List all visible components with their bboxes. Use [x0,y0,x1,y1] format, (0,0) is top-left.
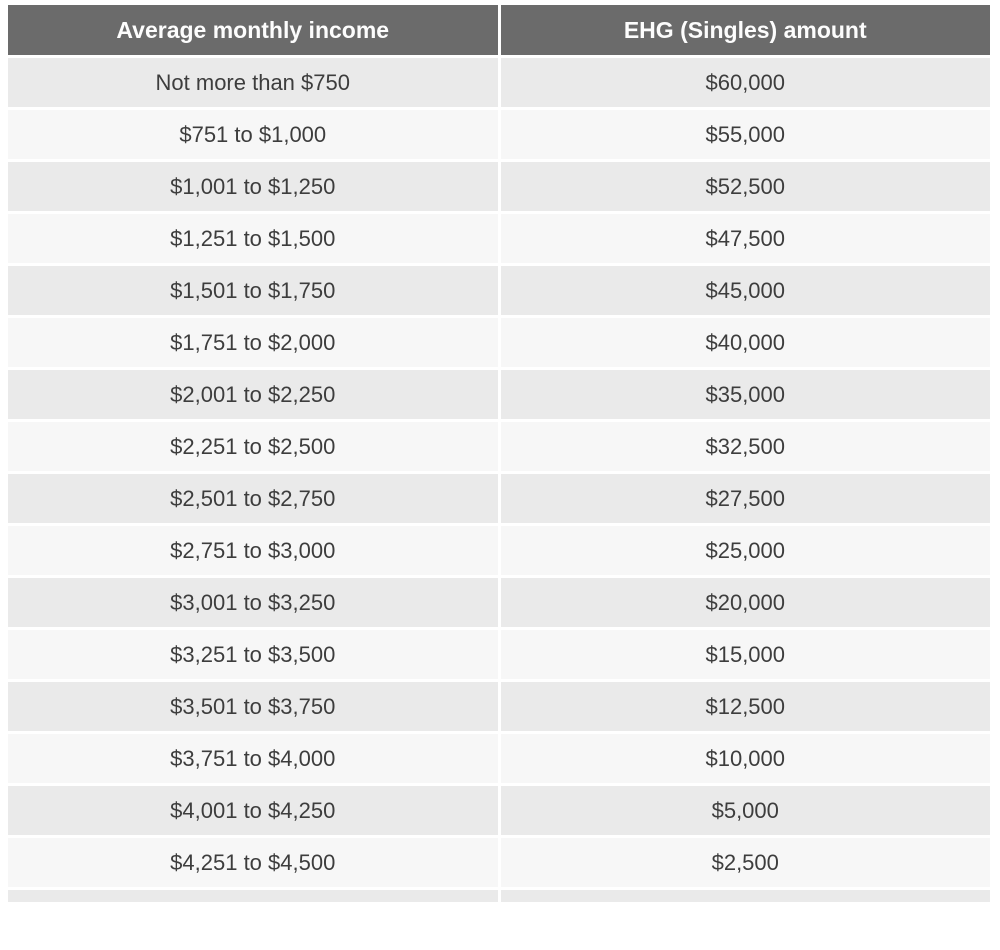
grant-amount-cell: $20,000 [501,578,991,627]
grant-amount-cell: $60,000 [501,58,991,107]
income-range-cell: $1,751 to $2,000 [8,318,498,367]
income-range-cell: $2,751 to $3,000 [8,526,498,575]
grant-amount-cell: $5,000 [501,786,991,835]
grant-amount-cell: $12,500 [501,682,991,731]
grant-amount-cell: $55,000 [501,110,991,159]
grant-amount-cell: $25,000 [501,526,991,575]
grant-amount-cell: $10,000 [501,734,991,783]
grant-amount-cell: $32,500 [501,422,991,471]
grant-amount-cell: $52,500 [501,162,991,211]
grant-amount-cell: $45,000 [501,266,991,315]
income-grant-table [5,2,993,905]
income-range-cell: Not more than $750 [8,58,498,107]
table-row [8,630,990,679]
table-row [8,266,990,315]
income-range-cell: $751 to $1,000 [8,110,498,159]
income-range-cell: $2,001 to $2,250 [8,370,498,419]
income-range-cell: $3,501 to $3,750 [8,682,498,731]
income-range-cell: $4,001 to $4,250 [8,786,498,835]
income-range-cell: $4,251 to $4,500 [8,838,498,887]
table-row [8,838,990,887]
income-range-cell: $1,501 to $1,750 [8,266,498,315]
table-row [8,422,990,471]
grant-amount-cell: $35,000 [501,370,991,419]
income-range-cell: $3,001 to $3,250 [8,578,498,627]
grant-amount-cell: $47,500 [501,214,991,263]
grant-amount-cell: $15,000 [501,630,991,679]
table-row [8,474,990,523]
table-row [8,214,990,263]
table-row [8,526,990,575]
income-range-cell: $3,751 to $4,000 [8,734,498,783]
grant-amount-cell: $40,000 [501,318,991,367]
table-row [8,162,990,211]
income-range-cell: $2,251 to $2,500 [8,422,498,471]
table-row [8,58,990,107]
table-row [8,318,990,367]
table-row [8,682,990,731]
table-row [8,370,990,419]
grant-amount-cell: $27,500 [501,474,991,523]
income-range-cell: $1,251 to $1,500 [8,214,498,263]
income-range-cell: $3,251 to $3,500 [8,630,498,679]
table-row [8,578,990,627]
table-row [8,734,990,783]
table-row [8,786,990,835]
column-header-income: Average monthly income [8,5,498,55]
column-header-grant-amount: EHG (Singles) amount [501,5,991,55]
table-partial-row-clipped [8,890,990,902]
grant-amount-cell: $2,500 [501,838,991,887]
grant-amount-cell-clipped [501,890,991,902]
income-range-cell: $1,001 to $1,250 [8,162,498,211]
table-header-row [8,5,990,55]
income-range-cell: $2,501 to $2,750 [8,474,498,523]
income-range-cell-clipped [8,890,498,902]
table-row [8,110,990,159]
